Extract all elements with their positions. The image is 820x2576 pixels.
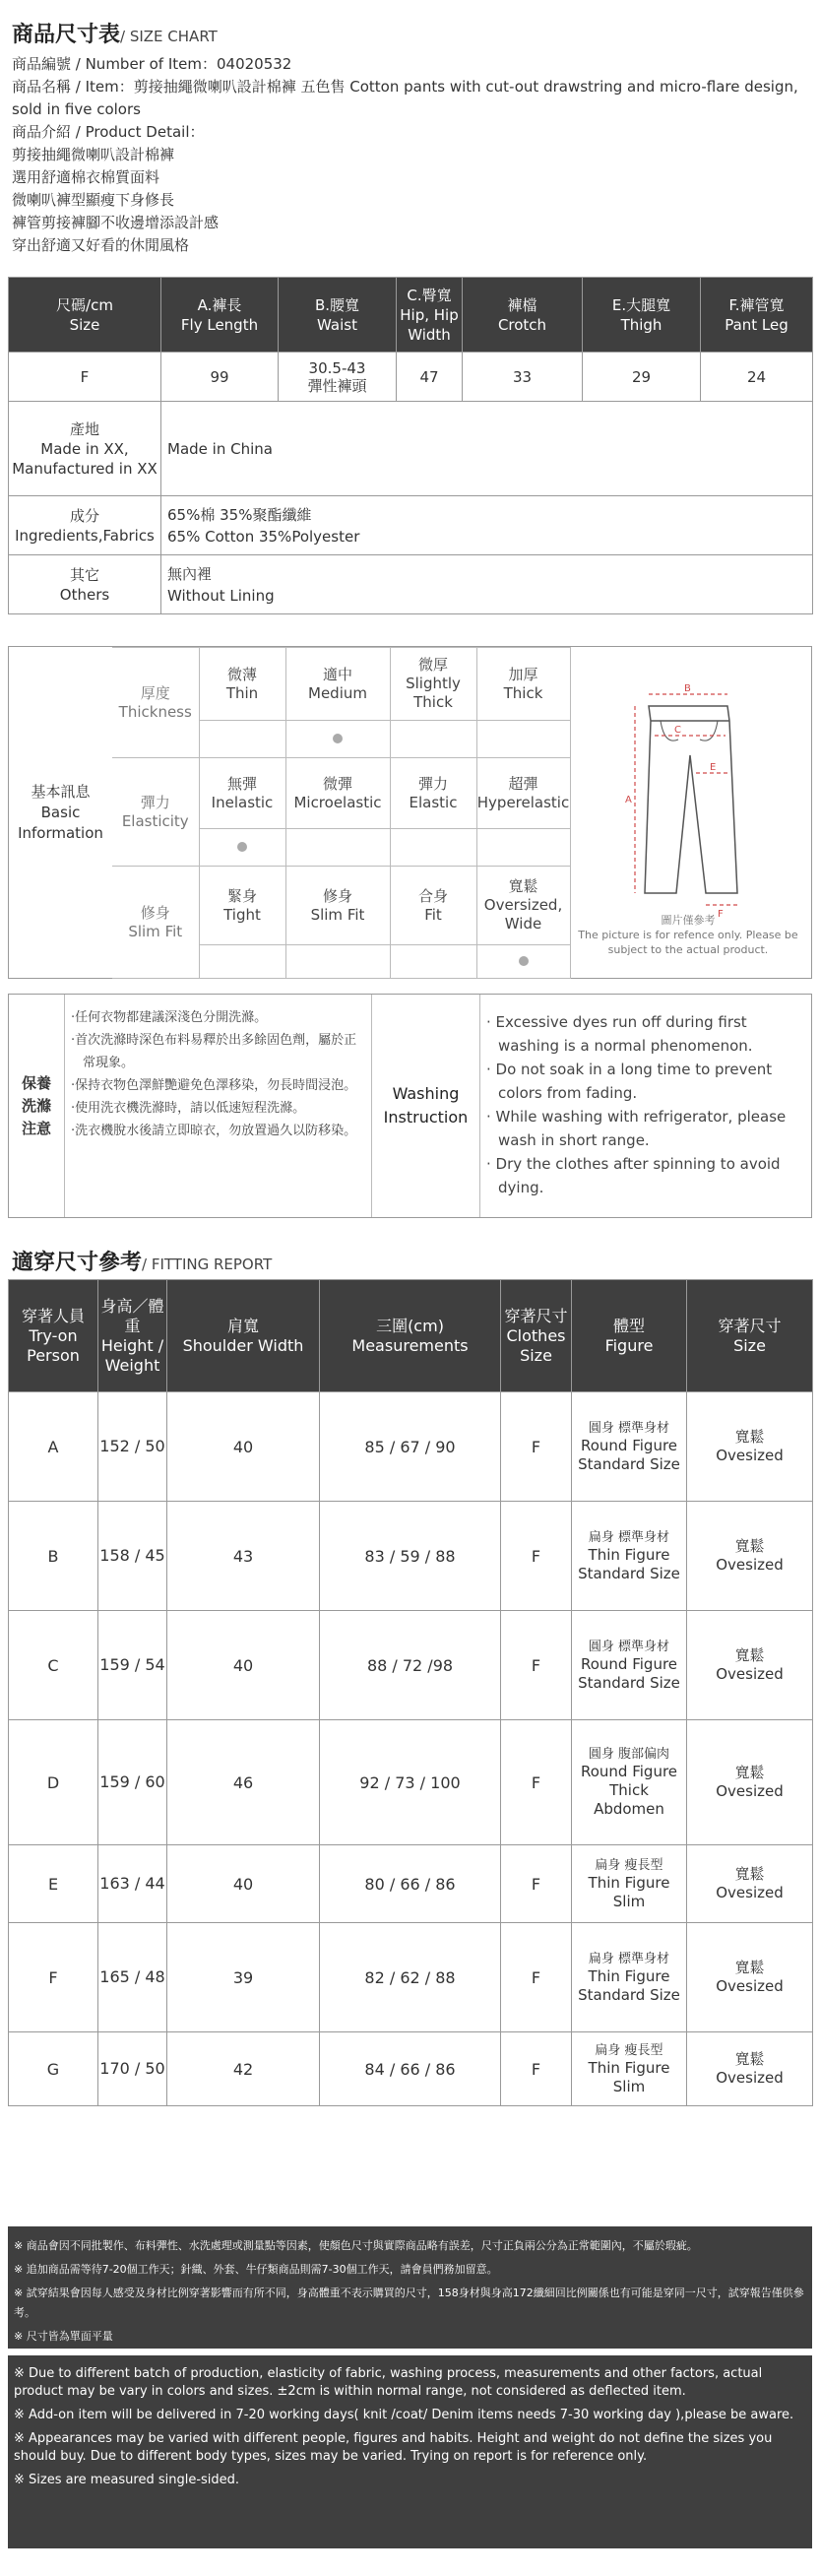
note-en: ※ Add-on item will be delivered in 7-20 working days( knit /coat/ Denim items needs 7-30 working day ),please be aware. (14, 2408, 794, 2422)
person-cell: C (9, 1611, 98, 1720)
pant-leg-value: 24 (701, 353, 813, 402)
height-weight-cell: 159 / 54 (98, 1611, 167, 1720)
fit-label: 修身 Slim Fit (112, 867, 199, 979)
fitting-row (9, 1720, 813, 1845)
person-cell: D (9, 1720, 98, 1845)
crotch-header: 褲檔 Crotch (463, 278, 583, 353)
origin-label: 產地 Made in XX, Manufactured in XX (9, 402, 161, 496)
fitting-row (9, 1923, 813, 2032)
option-oversized: 寬鬆 Oversized, Wide (476, 867, 570, 945)
thickness-label: 厚度 Thickness (112, 648, 199, 758)
figure-cell: 圓身 標準身材 Round Figure Standard Size (572, 1392, 687, 1502)
others-label: 其它 Others (9, 555, 161, 614)
title-en: / SIZE CHART (120, 28, 218, 45)
fit-header-figure: 體型 Figure (572, 1280, 687, 1392)
page-title (12, 18, 218, 48)
fitting-title: 適穿尺寸參考/ FITTING REPORT (12, 1251, 273, 1275)
height-weight-cell: 163 / 44 (98, 1845, 167, 1923)
detail-label: 商品介紹 / Product Detail： (12, 123, 205, 141)
fit-header-measurements: 三圍(cm) Measurements (320, 1280, 501, 1392)
option-fit: 合身 Fit (390, 867, 476, 945)
item-number: 商品編號 / Number of Item：04020532 (12, 55, 292, 73)
title-zh: 商品尺寸表 (12, 23, 121, 47)
waist-value: 30.5-43 彈性褲頭 (279, 353, 397, 402)
thigh-value: 29 (583, 353, 701, 402)
basic-info-label-zh: 基本訊息 (31, 782, 91, 801)
fitting-table (8, 1279, 813, 2106)
detail-line: 褲管剪接褲腳不收邊增添設計感 (12, 214, 220, 231)
option-thick: 加厚 Thick (476, 648, 570, 721)
basic-info-label (9, 647, 112, 978)
shoulder-cell: 46 (167, 1720, 320, 1845)
shoulder-cell: 40 (167, 1392, 320, 1502)
height-weight-cell: 152 / 50 (98, 1392, 167, 1502)
measurements-cell: 88 / 72 /98 (320, 1611, 501, 1720)
shoulder-cell: 39 (167, 1923, 320, 2032)
fitting-row (9, 1502, 813, 1611)
clothes-size-cell: F (501, 1923, 572, 2032)
crotch-value: 33 (463, 353, 583, 402)
selected-dot-icon (237, 842, 247, 852)
ingredients-value: 65%棉 35%聚酯纖維 65% Cotton 35%Polyester (161, 496, 813, 555)
figure-cell: 扁身 標準身材 Thin Figure Standard Size (572, 1502, 687, 1611)
option-microelastic: 微彈 Microelastic (285, 758, 390, 829)
height-weight-cell: 170 / 50 (98, 2032, 167, 2106)
person-cell: B (9, 1502, 98, 1611)
fitting-row (9, 1611, 813, 1720)
clothes-size-cell: F (501, 1502, 572, 1611)
person-cell: E (9, 1845, 98, 1923)
caption-zh: 圖片僅參考 (661, 914, 716, 927)
ingredients-label: 成分 Ingredients,Fabrics (9, 496, 161, 555)
selected-dot-icon (519, 956, 529, 966)
figure-cell: 扁身 標準身材 Thin Figure Standard Size (572, 1923, 687, 2032)
thigh-header: E.大腿寬 Thigh (583, 278, 701, 353)
detail-line: 選用舒適棉衣棉質面料 (12, 168, 160, 186)
fly-length-value: 99 (161, 353, 279, 402)
washing-list-en (479, 995, 811, 1217)
fitting-row (9, 1845, 813, 1923)
fit-cell: 寬鬆 Ovesized (687, 2032, 813, 2106)
person-cell: F (9, 1923, 98, 2032)
measurements-cell: 85 / 67 / 90 (320, 1392, 501, 1502)
washing-item-zh: ·洗衣機脫水後請立即晾衣，勿放置過久以防移染。 (71, 1124, 357, 1138)
selected-dot-icon (333, 734, 343, 743)
origin-value: Made in China (161, 402, 813, 496)
clothes-size-cell: F (501, 1611, 572, 1720)
detail-line: 微喇叭褲型顯瘦下身修長 (12, 191, 175, 209)
figure-cell: 扁身 瘦長型 Thin Figure Slim (572, 1845, 687, 1923)
fit-header-clothes-size: 穿著尺寸 Clothes Size (501, 1280, 572, 1392)
option-hyperelastic: 超彈 Hyperelastic (476, 758, 570, 829)
notes-zh (8, 2226, 812, 2349)
washing-title-en: Washing Instruction (371, 995, 479, 1217)
fit-cell: 寬鬆 Ovesized (687, 1611, 813, 1720)
note-zh: ※ 追加商品需等待7-20個工作天；針織、外套、牛仔類商品則需7-30個工作天，請會員們務加留意。 (14, 2263, 498, 2276)
washing-item-zh: ·任何衣物都建議深淺色分開洗滌。 (71, 1010, 268, 1025)
pants-diagram (599, 667, 796, 923)
shoulder-cell: 40 (167, 1611, 320, 1720)
diagram-letter: A (625, 795, 632, 805)
fitting-row (9, 2032, 813, 2106)
fit-header-size: 穿著尺寸 Size (687, 1280, 813, 1392)
note-zh: ※ 試穿結果會因每人感受及身材比例穿著影響而有所不同，身高體重不表示購買的尺寸，158身材與身高172纖細回比例關係也有可能是穿同一尺寸，試穿報告僅供參考。 (14, 2286, 804, 2319)
washing-item-en: · Excessive dyes run off during first washing is a normal phenomenon. (486, 1013, 753, 1055)
shoulder-cell: 42 (167, 2032, 320, 2106)
note-en: ※ Sizes are measured single-sided. (14, 2473, 240, 2487)
washing-item-en: · Dry the clothes after spinning to avoid dying. (486, 1155, 781, 1196)
option-thin: 微薄 Thin (199, 648, 285, 721)
figure-cell: 圓身 腹部偏肉 Round Figure Thick Abdomen (572, 1720, 687, 1845)
option-slightly-thick: 微厚 Slightly Thick (390, 648, 476, 721)
fly-length-header: A.褲長 Fly Length (161, 278, 279, 353)
washing-item-zh: ·首次洗滌時深色布料易釋於出多餘固色劑，屬於正常現象。 (71, 1033, 357, 1070)
washing-title-zh: 保養洗滌注意 (21, 1073, 51, 1137)
shoulder-cell: 43 (167, 1502, 320, 1611)
washing-item-en: · While washing with refrigerator, please wash in short range. (486, 1108, 787, 1149)
basic-info-panel (8, 646, 812, 979)
washing-panel (8, 994, 812, 1218)
diagram-letter: F (718, 909, 724, 920)
size-table (8, 277, 813, 614)
option-slim-fit: 修身 Slim Fit (285, 867, 390, 945)
basic-info-label-en: Basic Information (18, 803, 103, 842)
height-weight-cell: 158 / 45 (98, 1502, 167, 1611)
attribute-grid (112, 647, 571, 979)
clothes-size-cell: F (501, 1720, 572, 1845)
note-en: ※ Appearances may be varied with different people, figures and habits. Height and weight do not define the sizes you should buy. Due to different body types, sizes may be varied. Trying on report is for reference only. (14, 2431, 773, 2464)
fit-cell: 寬鬆 Ovesized (687, 1923, 813, 2032)
product-info (12, 53, 804, 257)
measurements-cell: 83 / 59 / 88 (320, 1502, 501, 1611)
notes-en (8, 2355, 812, 2548)
fit-header-hw: 身高／體重 Height / Weight (98, 1280, 167, 1392)
fit-header-person: 穿著人員 Try-on Person (9, 1280, 98, 1392)
diagram-caption (570, 913, 806, 957)
note-zh: ※ 尺寸皆為單面平量 (14, 2330, 113, 2343)
others-value: 無內裡 Without Lining (161, 555, 813, 614)
pant-leg-header: F.褲管寬 Pant Leg (701, 278, 813, 353)
option-elastic: 彈力 Elastic (390, 758, 476, 829)
fit-header-shoulder: 肩寬 Shoulder Width (167, 1280, 320, 1392)
waist-header: B.腰寬 Waist (279, 278, 397, 353)
hip-header: C.臀寬 Hip, Hip Width (397, 278, 463, 353)
size-value: F (9, 353, 161, 402)
detail-line: 剪接抽繩微喇叭設計棉褲 (12, 146, 175, 163)
detail-line: 穿出舒適又好看的休閒風格 (12, 236, 190, 254)
person-cell: A (9, 1392, 98, 1502)
clothes-size-cell: F (501, 2032, 572, 2106)
note-zh: ※ 商品會因不同批製作、布料彈性、水洗處理或測量點等因素，使顏色尺寸與實際商品略有誤差，尺寸正負兩公分為正常範圍內，不屬於瑕疵。 (14, 2239, 698, 2252)
fitting-row (9, 1392, 813, 1502)
person-cell: G (9, 2032, 98, 2106)
fit-cell: 寬鬆 Ovesized (687, 1720, 813, 1845)
fit-cell: 寬鬆 Ovesized (687, 1845, 813, 1923)
item-name: 商品名稱 / Item：剪接抽繩微喇叭設計棉褲 五色售 Cotton pants with cut-out drawstring and micro-flare design, sold in five colors (12, 78, 798, 118)
option-inelastic: 無彈 Inelastic (199, 758, 285, 829)
diagram-letter: C (674, 725, 681, 736)
washing-list-zh (64, 995, 371, 1217)
diagram-letter: E (710, 762, 717, 773)
figure-cell: 扁身 瘦長型 Thin Figure Slim (572, 2032, 687, 2106)
elasticity-label: 彈力 Elasticity (112, 758, 199, 867)
shoulder-cell: 40 (167, 1845, 320, 1923)
height-weight-cell: 165 / 48 (98, 1923, 167, 2032)
caption-en: The picture is for refence only. Please be subject to the actual product. (578, 929, 798, 956)
measurements-cell: 82 / 62 / 88 (320, 1923, 501, 2032)
option-medium: 適中 Medium (285, 648, 390, 721)
diagram-letter: B (684, 683, 691, 694)
fit-cell: 寬鬆 Ovesized (687, 1392, 813, 1502)
option-tight: 緊身 Tight (199, 867, 285, 945)
washing-item-zh: ·保持衣物色澤鮮艷避免色澤移染，勿長時間浸泡。 (71, 1078, 357, 1093)
fit-cell: 寬鬆 Ovesized (687, 1502, 813, 1611)
height-weight-cell: 159 / 60 (98, 1720, 167, 1845)
note-en: ※ Due to different batch of production, elasticity of fabric, washing process, measurements and other factors, actual product may be vary in colors and sizes. ±2cm is within normal range, not considered as deflected item. (14, 2366, 763, 2399)
hip-value: 47 (397, 353, 463, 402)
measurements-cell: 84 / 66 / 86 (320, 2032, 501, 2106)
figure-cell: 圓身 標準身材 Round Figure Standard Size (572, 1611, 687, 1720)
clothes-size-cell: F (501, 1392, 572, 1502)
measurements-cell: 92 / 73 / 100 (320, 1720, 501, 1845)
size-header: 尺碼/cm Size (9, 278, 161, 353)
measurements-cell: 80 / 66 / 86 (320, 1845, 501, 1923)
clothes-size-cell: F (501, 1845, 572, 1923)
washing-item-zh: ·使用洗衣機洗滌時，請以低速短程洗滌。 (71, 1101, 306, 1116)
washing-item-en: · Do not soak in a long time to prevent colors from fading. (486, 1061, 773, 1102)
